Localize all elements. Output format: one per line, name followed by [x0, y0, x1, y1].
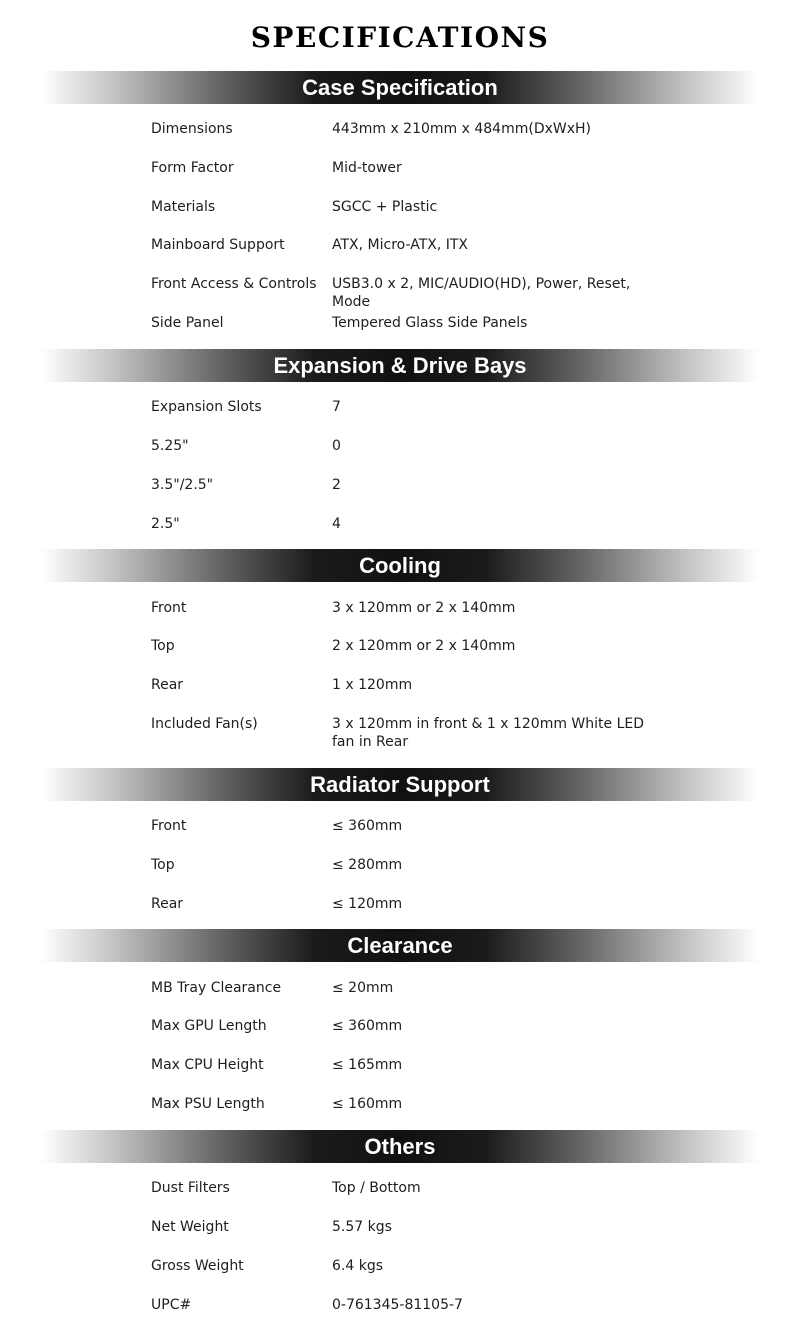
section-title: Others: [364, 1134, 436, 1159]
spec-value: ≤ 120mm: [332, 896, 403, 912]
spec-value: Top / Bottom: [332, 1180, 421, 1196]
spec-label: Dust Filters: [151, 1180, 230, 1196]
spec-label: MB Tray Clearance: [151, 980, 282, 996]
spec-label: Front: [151, 600, 187, 616]
section-header-clearance: [41, 929, 759, 962]
spec-label: Included Fan(s): [151, 716, 258, 732]
page-title: SPECIFICATIONS: [250, 21, 550, 54]
spec-value: SGCC + Plastic: [332, 199, 438, 215]
section-header-cooling: [41, 549, 759, 582]
section-title: Case Specification: [302, 75, 498, 100]
spec-label: Materials: [151, 199, 216, 215]
spec-label: Net Weight: [151, 1219, 229, 1235]
spec-value: ≤ 280mm: [332, 857, 403, 873]
spec-value: ≤ 360mm: [332, 818, 403, 834]
spec-label: UPC#: [151, 1297, 192, 1313]
spec-value: 7: [332, 399, 341, 415]
spec-value: 2: [332, 477, 341, 493]
spec-label: Form Factor: [151, 160, 234, 176]
spec-value: 0: [332, 438, 341, 454]
spec-value: 6.4 kgs: [332, 1258, 384, 1274]
spec-label: 2.5": [151, 516, 180, 532]
spec-value: ≤ 160mm: [332, 1096, 403, 1112]
spec-label: Gross Weight: [151, 1258, 244, 1274]
spec-value: Tempered Glass Side Panels: [332, 315, 528, 331]
section-title: Radiator Support: [310, 772, 490, 797]
spec-label: Dimensions: [151, 121, 233, 137]
spec-label: Front Access & Controls: [151, 276, 317, 292]
section-title: Cooling: [359, 553, 441, 578]
spec-value: 443mm x 210mm x 484mm(DxWxH): [332, 121, 592, 137]
section-title: Expansion & Drive Bays: [273, 353, 527, 378]
spec-label: Max PSU Length: [151, 1096, 265, 1112]
spec-value: 1 x 120mm: [332, 677, 413, 693]
spec-value: ATX, Micro-ATX, ITX: [332, 237, 469, 253]
spec-label: Max CPU Height: [151, 1057, 264, 1073]
spec-value: 3 x 120mm or 2 x 140mm: [332, 600, 516, 616]
spec-value: 3 x 120mm in front & 1 x 120mm White LED fan in Rear: [332, 716, 644, 750]
spec-label: Side Panel: [151, 315, 224, 331]
spec-label: 3.5"/2.5": [151, 477, 214, 493]
spec-label: Rear: [151, 896, 184, 912]
spec-label: Top: [151, 857, 175, 873]
spec-value: 4: [332, 516, 341, 532]
spec-label: Max GPU Length: [151, 1018, 267, 1034]
spec-value: 5.57 kgs: [332, 1219, 392, 1235]
spec-value: USB3.0 x 2, MIC/AUDIO(HD), Power, Reset, Mode: [332, 276, 631, 310]
section-header-others: [41, 1130, 759, 1163]
section-header-expansion-drive-bays: [41, 349, 759, 382]
spec-value: 2 x 120mm or 2 x 140mm: [332, 638, 516, 654]
spec-label: Mainboard Support: [151, 237, 285, 253]
spec-value: ≤ 360mm: [332, 1018, 403, 1034]
section-title: Clearance: [347, 933, 453, 958]
spec-value: 0-761345-81105-7: [332, 1297, 463, 1313]
spec-label: Front: [151, 818, 187, 834]
section-header-radiator-support: [41, 768, 759, 801]
section-header-case-specification: [41, 71, 759, 104]
spec-value: ≤ 20mm: [332, 980, 394, 996]
spec-label: Rear: [151, 677, 184, 693]
spec-value: ≤ 165mm: [332, 1057, 403, 1073]
spec-label: 5.25": [151, 438, 189, 454]
spec-label: Top: [151, 638, 175, 654]
spec-label: Expansion Slots: [151, 399, 262, 415]
spec-value: Mid-tower: [332, 160, 402, 176]
